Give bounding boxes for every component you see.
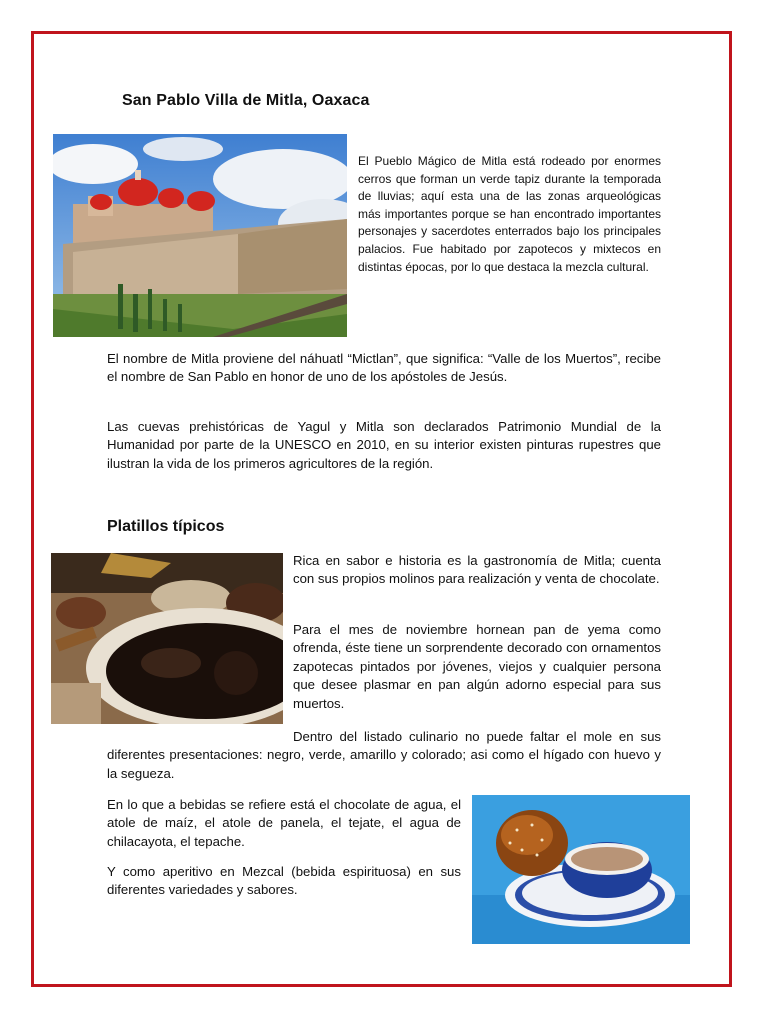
page-title: San Pablo Villa de Mitla, Oaxaca [122,92,370,109]
food-paragraph-3: Dentro del listado culinario no puede faltar el mole en sus diferentes presentaciones: negro, verde, amarillo y colorado; asi como el hígado con huevo y la segueza. [107,729,661,781]
mitla-church-photo [53,134,347,337]
intro-paragraph: El Pueblo Mágico de Mitla está rodeado por enormes cerros que forman un verde tapiz durante la temporada de lluvias; aquí esta una de las zonas arqueológicas más importantes porque se han encontrado importantes personajes y sacerdotes enterrados bajo los principales palacios. Fue habitado por zapotecos y mixtecos en distintas épocas, por lo que destaca la mezcla cultural. [358,154,661,274]
mole-dish-photo [51,553,283,724]
chocolate-cup-bread-photo [472,795,690,944]
food-paragraph-2: Para el mes de noviembre hornean pan de yema como ofrenda, éste tiene un sorprendente decorado con ornamentos zapotecas pintados por jóvenes, viejos y cualquier persona que desee plasmar en pan algún adorno especial para sus muertos. [293,622,661,711]
caves-paragraph: Las cuevas prehistóricas de Yagul y Mitla son declarados Patrimonio Mundial de la Humanidad por parte de la UNESCO en 2010, en su interior existen pinturas rupestres que ilustran la vida de los primeros agricultores de la región. [107,419,661,471]
food-paragraph-1: Rica en sabor e historia es la gastronomía de Mitla; cuenta con sus propios molinos para realización y venta de chocolate. [293,553,661,587]
name-origin-paragraph: El nombre de Mitla proviene del náhuatl “Mictlan”, que significa: “Valle de los Muertos”, recibe el nombre de San Pablo en honor de uno de los apóstoles de Jesús. [107,351,661,385]
drinks-paragraph: En lo que a bebidas se refiere está el chocolate de agua, el atole de maíz, el atole de panela, el tejate, el agua de chilacayota, el tepache. [107,797,461,849]
aperitif-paragraph: Y como aperitivo en Mezcal (bebida espirituosa) en sus diferentes variedades y sabores. [107,864,461,898]
food-heading: Platillos típicos [107,518,225,535]
